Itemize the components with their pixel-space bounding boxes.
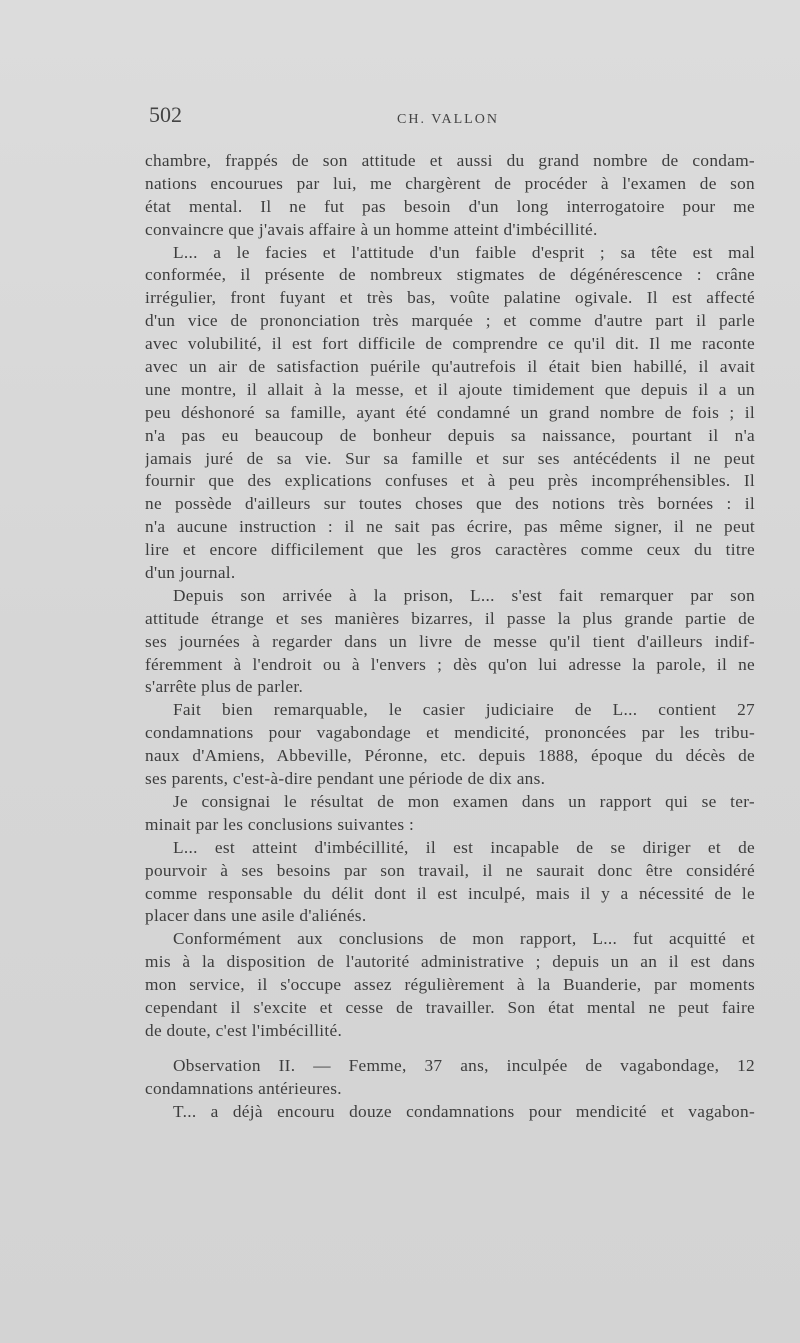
page-number: 502 bbox=[149, 102, 182, 127]
text-line: avec un air de satisfaction puérile qu'autrefois il était bien habillé, il avait bbox=[145, 357, 755, 377]
text-line: ne possède d'ailleurs sur toutes choses que des notions très bornées : il bbox=[145, 494, 755, 514]
text-line: jamais juré de sa vie. Sur sa famille et sur ses antécédents il ne peut bbox=[145, 448, 755, 468]
text-line: peu déshonoré sa famille, ayant été condamné un grand nombre de fois ; il bbox=[145, 402, 755, 422]
text-line: ses parents, c'est-à-dire pendant une période de dix ans. bbox=[145, 769, 546, 789]
text-line: chambre, frappés de son attitude et aussi du grand nombre de condam- bbox=[145, 151, 755, 170]
section-gap bbox=[145, 1043, 755, 1055]
text-line: une montre, il allait à la messe, et il ajoute timidement que depuis il a un bbox=[145, 379, 755, 399]
text-line: T... a déjà encouru douze condamnations pour mendicité et vagabon- bbox=[173, 1101, 755, 1121]
text-line: naux d'Amiens, Abbeville, Péronne, etc. depuis 1888, époque du décès de bbox=[145, 746, 755, 766]
text-line: condamnations pour vagabondage et mendicité, prononcées par les tribu- bbox=[145, 723, 755, 743]
text-line: comme responsable du délit dont il est inculpé, mais il y a nécessité de le bbox=[145, 883, 755, 903]
text-line: avec volubilité, il est fort difficile de comprendre ce qu'il dit. Il me raconte bbox=[145, 334, 755, 354]
text-line: fournir que des explications confuses et à peu près incompréhensibles. Il bbox=[145, 471, 755, 491]
text-line: mis à la disposition de l'autorité administrative ; depuis un an il est dans bbox=[145, 952, 755, 972]
text-line: pourvoir à ses besoins par son travail, il ne saurait donc être considéré bbox=[145, 860, 755, 880]
text-line: Conformément aux conclusions de mon rapport, L... fut acquitté et bbox=[173, 929, 755, 949]
text-line: d'un journal. bbox=[145, 563, 236, 583]
text-line: nations encourues par lui, me chargèrent de procéder à l'examen de son bbox=[145, 173, 755, 193]
observation-heading-line: Observation II. — Femme, 37 ans, inculpée de vagabondage, 12 bbox=[173, 1055, 755, 1075]
text-line: condamnations antérieures. bbox=[145, 1078, 342, 1098]
page-header bbox=[149, 102, 755, 138]
text-line: placer dans une asile d'aliénés. bbox=[145, 906, 367, 926]
text-line: s'arrête plus de parler. bbox=[145, 677, 304, 697]
text-line: ses journées à regarder dans un livre de messe qu'il tient d'ailleurs indif- bbox=[145, 631, 755, 651]
text-line: irrégulier, front fuyant et très bas, voûte palatine ogivale. Il est affecté bbox=[145, 288, 755, 308]
text-line: conformée, il présente de nombreux stigmates de dégénérescence : crâne bbox=[145, 265, 755, 285]
text-line: cependant il s'excite et cesse de travailler. Son état mental ne peut faire bbox=[145, 997, 755, 1017]
text-line: attitude étrange et ses manières bizarres, il passe la plus grande partie de bbox=[145, 608, 755, 628]
text-line: état mental. Il ne fut pas besoin d'un long interrogatoire pour me bbox=[145, 196, 755, 216]
text-line: lire et encore difficilement que les gros caractères comme ceux du titre bbox=[145, 540, 755, 560]
text-line: L... a le facies et l'attitude d'un faible d'esprit ; sa tête est mal bbox=[173, 242, 755, 262]
text-line: minait par les conclusions suivantes : bbox=[145, 814, 415, 834]
text-line: n'a aucune instruction : il ne sait pas écrire, pas même signer, il ne peut bbox=[145, 517, 755, 537]
text-line: n'a pas eu beaucoup de bonheur depuis sa naissance, pourtant il n'a bbox=[145, 425, 755, 445]
text-line: de doute, c'est l'imbécillité. bbox=[145, 1020, 343, 1040]
text-line: mon service, il s'occupe assez régulièrement à la Buanderie, par moments bbox=[145, 975, 755, 995]
text-line: Je consignai le résultat de mon examen dans un rapport qui se ter- bbox=[173, 791, 755, 811]
text-line: Depuis son arrivée à la prison, L... s'est fait remarquer par son bbox=[173, 585, 755, 605]
body-text bbox=[145, 150, 755, 1123]
running-head: CH. VALLON bbox=[397, 112, 499, 127]
text-line: convaincre que j'avais affaire à un homme atteint d'imbécillité. bbox=[145, 219, 598, 239]
text-line: Fait bien remarquable, le casier judiciaire de L... contient 27 bbox=[173, 700, 755, 720]
text-line: L... est atteint d'imbécillité, il est incapable de se diriger et de bbox=[173, 837, 755, 857]
text-line: d'un vice de prononciation très marquée ; et comme d'autre part il parle bbox=[145, 311, 755, 331]
text-line: féremment à l'endroit ou à l'envers ; dès qu'on lui adresse la parole, il ne bbox=[145, 654, 755, 674]
